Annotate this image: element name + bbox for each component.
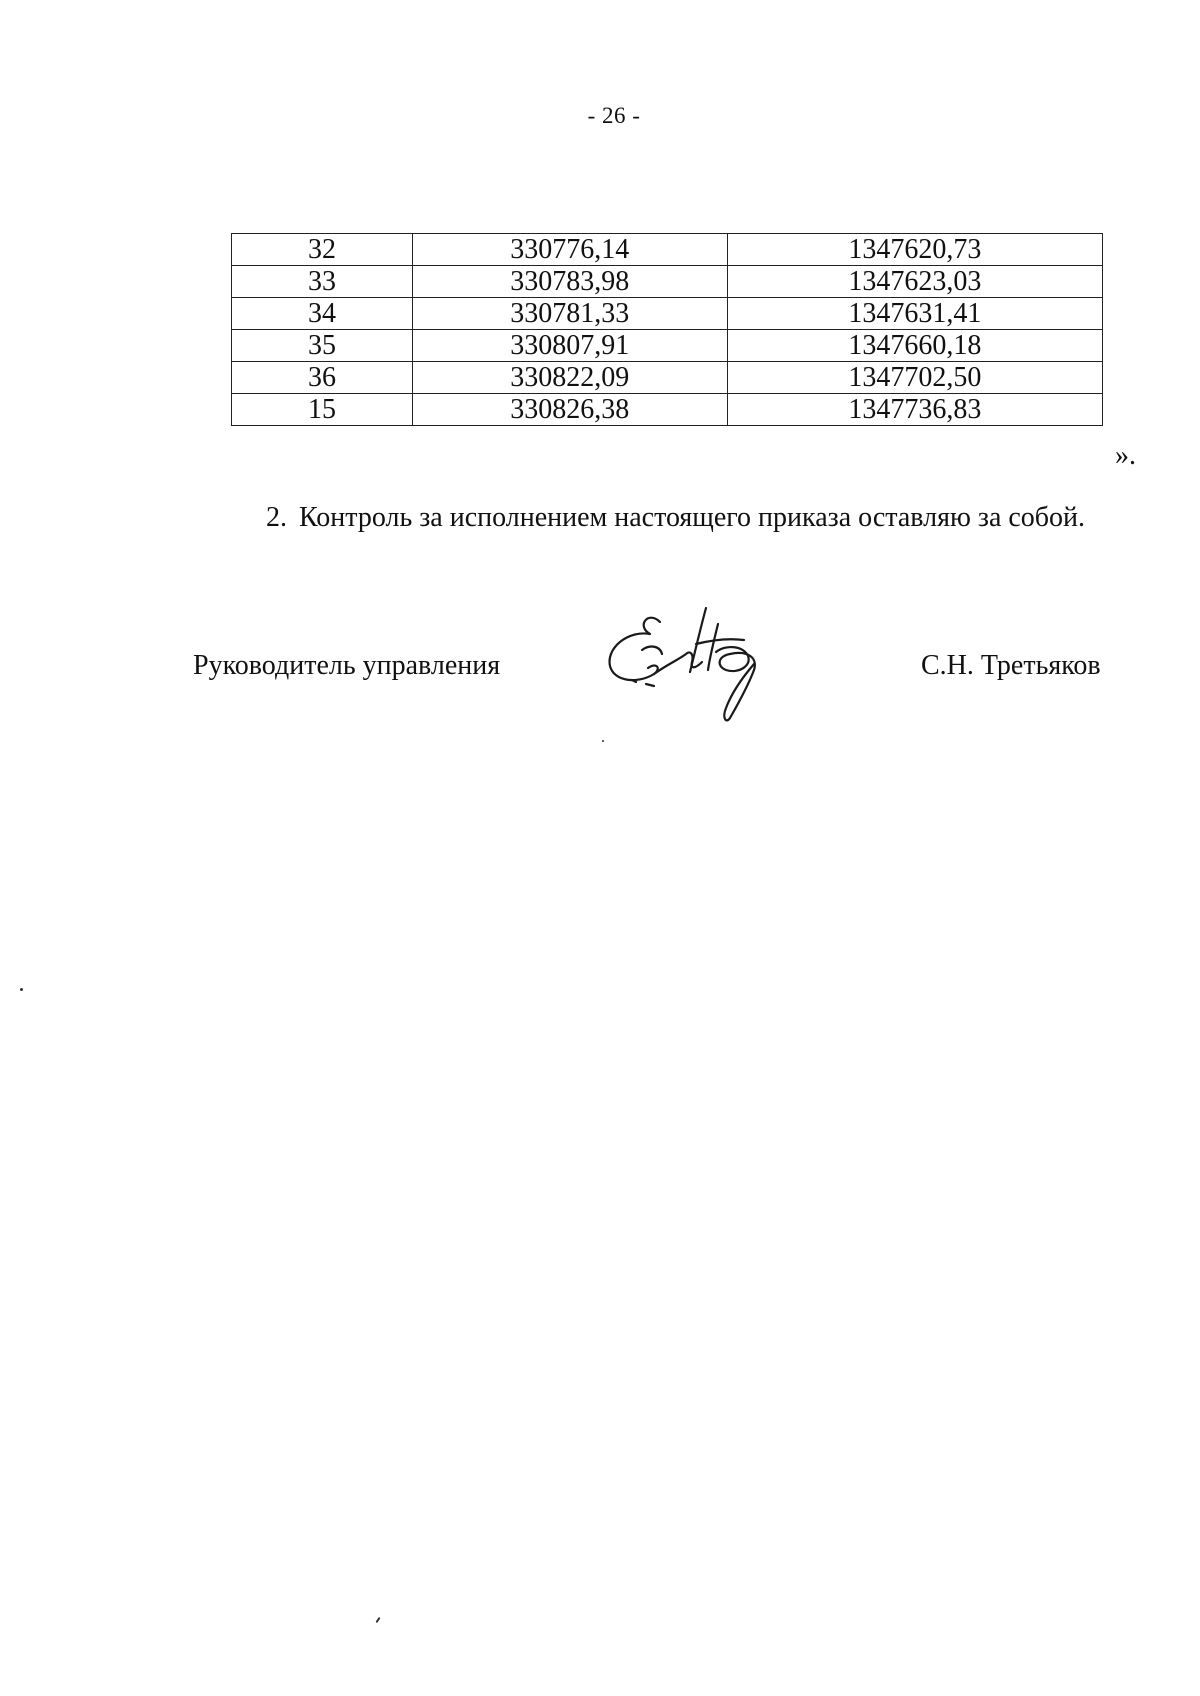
table-row [232, 394, 1103, 426]
handwritten-signature [598, 600, 798, 730]
x-coordinate-cell: 330776,14 [412, 234, 727, 266]
point-number-cell: 34 [232, 298, 413, 330]
closing-quote: ». [1115, 440, 1136, 471]
clause-text: Контроль за исполнением настоящего приказа оставляю за собой. [299, 502, 1086, 533]
y-coordinate-cell: 1347660,18 [727, 330, 1102, 362]
point-number-cell: 35 [232, 330, 413, 362]
x-coordinate-cell: 330822,09 [412, 362, 727, 394]
point-number-cell: 15 [232, 394, 413, 426]
table-row [232, 234, 1103, 266]
scan-speck [602, 740, 604, 742]
signatory-name: С.Н. Третьяков [921, 650, 1101, 681]
y-coordinate-cell: 1347631,41 [727, 298, 1102, 330]
x-coordinate-cell: 330783,98 [412, 266, 727, 298]
clause-number: 2. [266, 502, 287, 533]
y-coordinate-cell: 1347736,83 [727, 394, 1102, 426]
scan-speck [20, 988, 23, 991]
point-number-cell: 33 [232, 266, 413, 298]
clause-2 [266, 502, 1085, 534]
x-coordinate-cell: 330807,91 [412, 330, 727, 362]
table-row [232, 362, 1103, 394]
coordinates-table [231, 233, 1103, 426]
y-coordinate-cell: 1347620,73 [727, 234, 1102, 266]
page-number: - 26 - [587, 103, 641, 128]
y-coordinate-cell: 1347623,03 [727, 266, 1102, 298]
table-row [232, 298, 1103, 330]
x-coordinate-cell: 330826,38 [412, 394, 727, 426]
scan-speck [375, 1617, 380, 1623]
point-number-cell: 32 [232, 234, 413, 266]
x-coordinate-cell: 330781,33 [412, 298, 727, 330]
table-row [232, 330, 1103, 362]
signatory-position: Руководитель управления [193, 650, 501, 681]
y-coordinate-cell: 1347702,50 [727, 362, 1102, 394]
point-number-cell: 36 [232, 362, 413, 394]
table-row [232, 266, 1103, 298]
